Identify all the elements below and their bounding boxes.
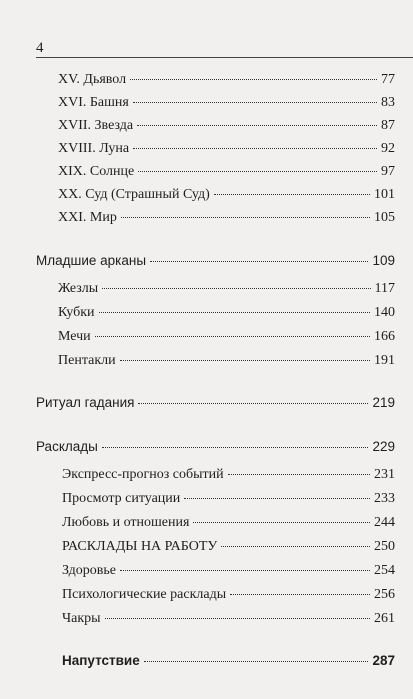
dot-leader [120,570,370,571]
toc-section-parting-words[interactable] [0,653,413,673]
dot-leader [102,447,369,448]
toc-entry-pentacles[interactable] [0,353,413,373]
toc-entry-page: 219 [372,395,395,410]
toc-entry-page: 92 [381,141,395,156]
toc-entry-xix[interactable] [0,164,413,184]
toc-entry-page: 229 [372,439,395,454]
dot-leader [133,148,377,149]
toc-entry-xv[interactable] [0,72,413,92]
toc-entry-chakras[interactable] [0,611,413,631]
toc-entry-page: 287 [372,653,395,668]
dot-leader [105,618,370,619]
toc-entry-love-relationships[interactable] [0,515,413,535]
dot-leader [95,336,370,337]
toc-entry-xvi[interactable] [0,95,413,115]
toc-entry-label: Экспресс-прогноз событий [62,467,224,482]
toc-entry-wands[interactable] [0,281,413,301]
toc-section-spreads[interactable] [0,439,413,459]
dot-leader [130,79,377,80]
toc-section-label: Расклады [36,439,98,454]
toc-section-label: Ритуал гадания [36,395,135,410]
page-number: 4 [36,40,44,56]
toc-entry-label: XV. Дьявол [58,72,127,87]
toc-entry-page: 191 [374,353,395,368]
toc-entry-health[interactable] [0,563,413,583]
dot-leader [228,474,370,475]
toc-entry-label: РАСКЛАДЫ НА РАБОТУ [62,539,218,554]
toc-section-divination-ritual[interactable] [0,395,413,415]
dot-leader [138,171,377,172]
dot-leader [221,546,370,547]
toc-entry-page: 244 [374,515,395,530]
dot-leader [138,403,368,404]
dot-leader [137,125,377,126]
toc-entry-page: 97 [381,164,395,179]
dot-leader [102,288,370,289]
toc-entry-label: Просмотр ситуации [62,491,181,506]
toc-entry-page: 261 [374,611,395,626]
toc-entry-page: 254 [374,563,395,578]
toc-entry-label: XVI. Башня [58,95,129,110]
dot-leader [133,102,377,103]
dot-leader [184,498,370,499]
header-rule [36,57,413,58]
toc-entry-page: 83 [381,95,395,110]
toc-entry-psychological-spreads[interactable] [0,587,413,607]
dot-leader [193,522,370,523]
toc-entry-label: Любовь и отношения [62,515,190,530]
toc-entry-page: 77 [381,72,395,87]
toc-entry-page: 166 [374,329,395,344]
toc-entry-cups[interactable] [0,305,413,325]
toc-entry-label: Жезлы [58,281,99,296]
toc-entry-label: XXI. Мир [58,210,117,225]
toc-entry-label: XVII. Звезда [58,118,134,133]
toc-entry-page: 256 [374,587,395,602]
toc-entry-label: XIX. Солнце [58,164,135,179]
toc-entry-work-spreads[interactable] [0,539,413,559]
toc-entry-xviii[interactable] [0,141,413,161]
dot-leader [214,194,370,195]
toc-entry-label: Кубки [58,305,95,320]
toc-entry-xx[interactable] [0,187,413,207]
toc-entry-page: 117 [374,281,395,296]
toc-entry-label: Психологические расклады [62,587,227,602]
dot-leader [150,261,368,262]
toc-entry-page: 101 [374,187,395,202]
toc-entry-swords[interactable] [0,329,413,349]
toc-entry-situation-review[interactable] [0,491,413,511]
toc-section-minor-arcana[interactable] [0,253,413,273]
toc-entry-label: Мечи [58,329,91,344]
dot-leader [144,661,369,662]
toc-entry-xvii[interactable] [0,118,413,138]
toc-entry-label: Чакры [62,611,101,626]
toc-entry-express-forecast[interactable] [0,467,413,487]
toc-section-label: Напутствие [62,653,140,668]
toc-entry-page: 250 [374,539,395,554]
toc-entry-label: XX. Суд (Страшный Суд) [58,187,210,202]
dot-leader [99,312,370,313]
toc-entry-page: 87 [381,118,395,133]
toc-entry-label: XVIII. Луна [58,141,130,156]
toc-section-label: Младшие арканы [36,253,147,268]
dot-leader [120,360,370,361]
toc-entry-label: Здоровье [62,563,116,578]
toc-entry-page: 105 [374,210,395,225]
toc-entry-page: 109 [372,253,395,268]
toc-entry-page: 140 [374,305,395,320]
toc-entry-page: 231 [374,467,395,482]
dot-leader [230,594,370,595]
dot-leader [121,217,370,218]
toc-entry-page: 233 [374,491,395,506]
toc-entry-label: Пентакли [58,353,116,368]
toc-entry-xxi[interactable] [0,210,413,230]
